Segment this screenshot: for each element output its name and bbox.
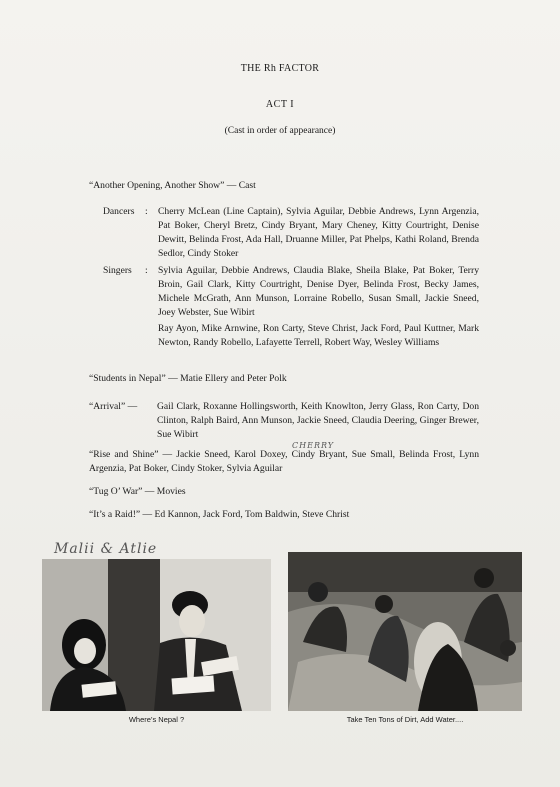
singers-colon: : xyxy=(145,265,148,276)
handwritten-cherry: CHERRY xyxy=(292,441,335,450)
arrival-names: Gail Clark, Roxanne Hollingsworth, Keith Knowlton, Jerry Glass, Ron Carty, Don Clinton, Ralph Baird, Ann Munson, Jackie Sneed, Claudia Deering, Ginger Brewer, Sue Wibirt xyxy=(157,401,479,440)
handwritten-names: Malii & Atlie xyxy=(54,541,158,557)
number-another-opening: “Another Opening, Another Show” — Cast xyxy=(89,180,256,191)
photo-dirt-water xyxy=(288,552,522,711)
dancers-label: Dancers xyxy=(103,206,135,217)
singers-names-women: Sylvia Aguilar, Debbie Andrews, Claudia Blake, Sheila Blake, Pat Boker, Terry Broin, Gail Clark, Kitty Courtright, Denise Dyer, Belinda Frost, Becky James, Michele McGrath, Ann Munson, Lorraine Robello, Susan Small, Jackie Sneed, Joey Webster, Sue Wibirt xyxy=(158,265,479,318)
caption-wheres-nepal: Where’s Nepal ? xyxy=(128,715,185,724)
singers-names-men: Ray Ayon, Mike Arnwine, Ron Carty, Steve Christ, Jack Ford, Paul Kuttner, Mark Newton, Randy Robello, Lafayette Terrell, Robert Way, Wesley Williams xyxy=(158,323,479,348)
number-rise-and-shine: “Rise and Shine” — Jackie Sneed, Karol Doxey, Cindy Bryant, Sue Small, Belinda Frost, Lynn Argenzia, Pat Boker, Cindy Stoker, Sylvia Aguilar xyxy=(89,449,479,474)
dancers-colon: : xyxy=(145,206,148,217)
photo-dirt-water-image xyxy=(288,552,522,711)
number-arrival xyxy=(89,400,479,442)
number-tug-o-war: “Tug O’ War” — Movies xyxy=(89,486,186,497)
photo-wheres-nepal-image xyxy=(42,559,271,711)
bleed-through-texture xyxy=(60,190,63,201)
caption-dirt-water: Take Ten Tons of Dirt, Add Water.... xyxy=(346,715,464,724)
number-students-in-nepal: “Students in Nepal” — Matie Ellery and Peter Polk xyxy=(89,373,287,384)
singers-label: Singers xyxy=(103,265,132,276)
dancers-names: Cherry McLean (Line Captain), Sylvia Aguilar, Debbie Andrews, Lynn Argenzia, Pat Boker, Cheryl Bretz, Cindy Bryant, Mary Cheney, Kitty Courtright, Denise Dewitt, Belinda Frost, Ada Hall, Druanne Miller, Pat Phelps, Kathi Roland, Brenda Sedlor, Cindy Stoker xyxy=(158,206,479,259)
cast-order-note: (Cast in order of appearance) xyxy=(224,126,336,136)
arrival-heading: “Arrival” — xyxy=(89,401,138,412)
photo-wheres-nepal xyxy=(42,559,271,711)
dancers-row xyxy=(103,205,479,261)
act-heading: ACT I xyxy=(265,99,295,110)
number-its-a-raid: “It’s a Raid!” — Ed Kannon, Jack Ford, Tom Baldwin, Steve Christ xyxy=(89,509,350,520)
singers-row xyxy=(103,264,479,320)
page-title: THE Rh FACTOR xyxy=(240,63,320,74)
